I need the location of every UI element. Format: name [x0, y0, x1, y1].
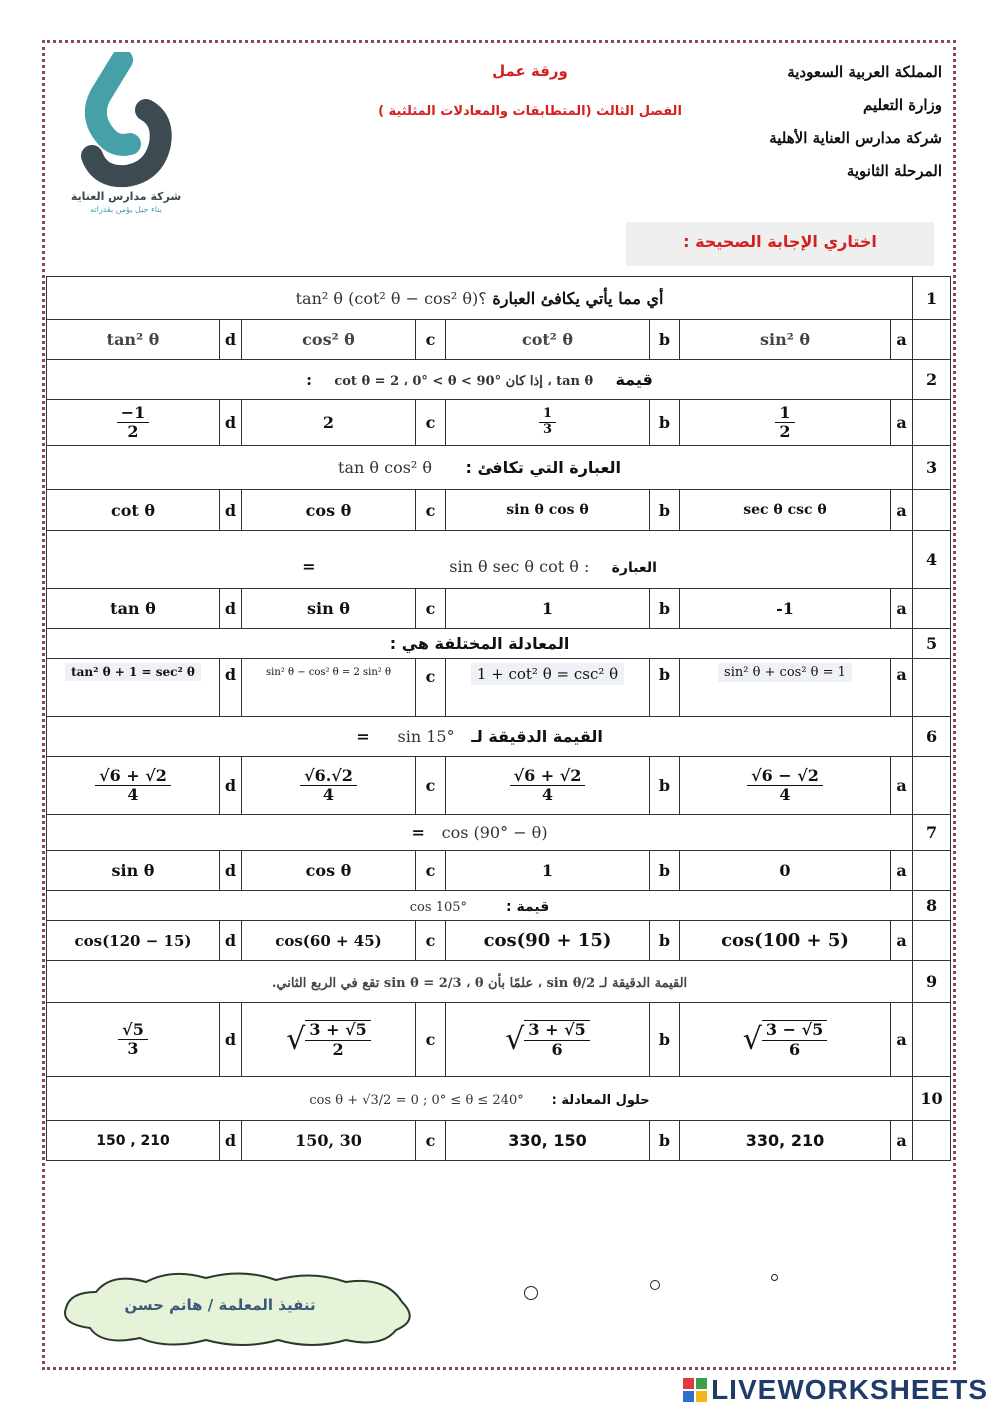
q6-option-b-num: √6 + √2: [510, 767, 586, 786]
q2-option-d[interactable]: [47, 400, 220, 446]
q9-option-a-den: 6: [788, 1039, 801, 1059]
q2-letter-d: d: [220, 400, 242, 446]
q6-letter-d: d: [220, 757, 242, 815]
question-5-text: [47, 629, 913, 659]
options-row-8: [47, 921, 951, 961]
q2-option-a-den: 2: [779, 422, 791, 441]
q9-letter-d: d: [220, 1003, 242, 1077]
q6-option-b[interactable]: [446, 757, 650, 815]
q10-letter-d: d: [220, 1121, 242, 1161]
q9-letter-a: a: [891, 1003, 913, 1077]
q2-option-b[interactable]: [446, 400, 650, 446]
q9-letter-b: b: [650, 1003, 680, 1077]
q3-option-c[interactable]: cos θ: [242, 490, 416, 531]
q8-option-b[interactable]: cos(90 + 15): [446, 921, 650, 961]
q3-letter-b: b: [650, 490, 680, 531]
question-10-number: 10: [913, 1077, 951, 1121]
q9-option-b[interactable]: [446, 1003, 650, 1077]
question-2-colon: :: [306, 370, 313, 389]
q4-spacer: [913, 589, 951, 629]
q4-letter-c: c: [416, 589, 446, 629]
question-1-expression: tan² θ (cot² θ − cos² θ)؟: [295, 288, 487, 308]
instruction-box: اختاري الإجابة الصحيحة :: [626, 222, 934, 266]
q2-spacer: [913, 400, 951, 446]
questions-table: [46, 276, 951, 1161]
question-7-expression: cos (90° − θ): [441, 823, 548, 842]
options-row-7: [47, 851, 951, 891]
q5-option-a[interactable]: [680, 659, 891, 717]
question-8-expression: cos 105°: [409, 900, 468, 915]
brand-text: LIVEWORKSHEETS: [711, 1374, 988, 1405]
q6-option-c-num: √6.√2: [300, 767, 357, 786]
q6-option-c-fraction: [300, 767, 357, 805]
q2-option-a-num: 1: [775, 404, 794, 423]
q1-option-c[interactable]: cos² θ: [242, 320, 416, 360]
q1-option-a[interactable]: sin² θ: [680, 320, 891, 360]
q2-letter-c: c: [416, 400, 446, 446]
q9-option-b-num: 3 + √5: [524, 1021, 589, 1040]
q4-option-d[interactable]: tan θ: [47, 589, 220, 629]
q10-letter-c: c: [416, 1121, 446, 1161]
q3-option-a[interactable]: sec θ csc θ: [680, 490, 891, 531]
question-7-equals: =: [411, 823, 425, 842]
logo-caption: [60, 190, 192, 214]
q10-letter-a: a: [891, 1121, 913, 1161]
options-row-5: [47, 659, 951, 717]
question-4-number: 4: [913, 531, 951, 589]
q9-option-a-fraction: [762, 1020, 827, 1059]
question-3-label: العبارة التي تكافئ :: [465, 458, 621, 477]
options-row-3: [47, 490, 951, 531]
q2-option-b-fraction: [539, 407, 556, 438]
q1-letter-a: a: [891, 320, 913, 360]
q6-option-d-den: 4: [127, 785, 139, 804]
q6-option-b-den: 4: [541, 785, 554, 804]
q9-spacer: [913, 1003, 951, 1077]
question-2-number: 2: [913, 360, 951, 400]
q8-letter-d: d: [220, 921, 242, 961]
q6-letter-b: b: [650, 757, 680, 815]
question-6-number: 6: [913, 717, 951, 757]
decor-circle-medium: [650, 1280, 660, 1290]
q5-option-b-box: 1 + cot² θ = csc² θ: [471, 663, 624, 685]
q6-letter-a: a: [891, 757, 913, 815]
q9-option-d-den: 3: [127, 1039, 139, 1058]
question-3-text: [47, 446, 913, 490]
q4-option-b[interactable]: 1: [446, 589, 650, 629]
question-row-1: [47, 277, 951, 320]
question-8-number: 8: [913, 891, 951, 921]
question-row-4: [47, 531, 951, 589]
q1-letter-c: c: [416, 320, 446, 360]
q1-option-d[interactable]: tan² θ: [47, 320, 220, 360]
q9-option-a[interactable]: [680, 1003, 891, 1077]
q9-option-d-num: √5: [118, 1021, 148, 1040]
question-10-text: [47, 1077, 913, 1121]
liveworksheets-icon: [683, 1378, 707, 1402]
question-6-label: القيمة الدقيقة لـ: [471, 727, 603, 746]
question-8-text: [47, 891, 913, 921]
q9-option-c-den: 2: [332, 1039, 344, 1059]
q9-option-b-den: 6: [551, 1039, 563, 1059]
options-row-6: [47, 757, 951, 815]
q9-option-b-fraction: [524, 1020, 589, 1059]
question-row-6: [47, 717, 951, 757]
q7-option-c[interactable]: cos θ: [242, 851, 416, 891]
q6-option-c-den: 4: [322, 785, 335, 804]
q9-option-a-num: 3 − √5: [762, 1021, 827, 1040]
question-6-expression: sin 15°: [397, 727, 455, 746]
q10-option-d[interactable]: 150 , 210: [47, 1121, 220, 1161]
options-row-10: [47, 1121, 951, 1161]
q10-option-b[interactable]: 330, 150: [446, 1121, 650, 1161]
q6-spacer: [913, 757, 951, 815]
q6-option-a-num: √6 − √2: [747, 767, 823, 786]
q7-letter-a: a: [891, 851, 913, 891]
q6-option-a[interactable]: [680, 757, 891, 815]
logo-name: شركة مدارس العناية: [70, 190, 182, 203]
q9-option-c-radical: √: [286, 1022, 306, 1057]
q2-option-a-fraction: [775, 404, 794, 442]
q3-letter-d: d: [220, 490, 242, 531]
q1-option-b[interactable]: cot² θ: [446, 320, 650, 360]
q7-option-a[interactable]: 0: [680, 851, 891, 891]
q3-spacer: [913, 490, 951, 531]
liveworksheets-brand: [683, 1374, 988, 1406]
worksheet-title: ورقة عمل: [492, 62, 568, 80]
q8-option-c[interactable]: cos(60 + 45): [242, 921, 416, 961]
q6-option-d[interactable]: [47, 757, 220, 815]
q7-spacer: [913, 851, 951, 891]
q8-letter-a: a: [891, 921, 913, 961]
q5-option-b[interactable]: [446, 659, 650, 717]
decor-circle-large: [524, 1286, 538, 1300]
options-row-4: [47, 589, 951, 629]
header-line-company: شركة مدارس العناية الأهلية: [769, 129, 942, 147]
header-line-stage: المرحلة الثانوية: [846, 162, 942, 180]
q1-letter-b: b: [650, 320, 680, 360]
options-row-9: [47, 1003, 951, 1077]
q2-option-a[interactable]: [680, 400, 891, 446]
question-9-text: [47, 961, 913, 1003]
q5-letter-c: c: [416, 659, 446, 717]
q8-option-a[interactable]: cos(100 + 5): [680, 921, 891, 961]
q8-spacer: [913, 921, 951, 961]
question-10-label: حلول المعادلة :: [551, 1093, 650, 1108]
q6-option-a-den: 4: [779, 785, 791, 804]
question-4-text: [47, 531, 913, 589]
q4-letter-a: a: [891, 589, 913, 629]
q4-option-c[interactable]: sin θ: [242, 589, 416, 629]
q7-option-b[interactable]: 1: [446, 851, 650, 891]
q5-option-c[interactable]: sin² θ − cos² θ = 2 sin² θ: [242, 659, 416, 717]
q1-letter-d: d: [220, 320, 242, 360]
q2-option-b-den: 3: [542, 422, 553, 437]
question-2-label: قيمة: [615, 370, 653, 389]
q7-option-d[interactable]: sin θ: [47, 851, 220, 891]
q2-letter-a: a: [891, 400, 913, 446]
q10-option-c[interactable]: 150, 30: [242, 1121, 416, 1161]
header-line-kingdom: المملكة العربية السعودية: [787, 63, 942, 81]
q8-letter-b: b: [650, 921, 680, 961]
q6-option-d-num: √6 + √2: [95, 767, 171, 786]
question-9-label: القيمة الدقيقة لـ sin θ/2 ، علمًا بأن sin θ = 2/3 ، θ تقع في الربع الثاني.: [271, 976, 688, 991]
q6-option-d-fraction: [95, 767, 171, 805]
teacher-credit: تنفيذ المعلمة / هانم حسن: [124, 1296, 316, 1314]
q7-letter-c: c: [416, 851, 446, 891]
q8-letter-c: c: [416, 921, 446, 961]
question-1-number: 1: [913, 277, 951, 320]
q3-option-d[interactable]: cot θ: [47, 490, 220, 531]
question-7-number: 7: [913, 815, 951, 851]
question-8-label: قيمة :: [506, 899, 550, 915]
q5-option-d[interactable]: [47, 659, 220, 717]
q2-option-d-den: 2: [127, 422, 139, 441]
question-3-expression: tan θ cos² θ: [338, 458, 433, 477]
question-row-9: [47, 961, 951, 1003]
q9-letter-c: c: [416, 1003, 446, 1077]
q5-letter-a: a: [891, 659, 913, 717]
q9-option-c[interactable]: [242, 1003, 416, 1077]
q3-letter-c: c: [416, 490, 446, 531]
q7-letter-d: d: [220, 851, 242, 891]
question-6-equals: =: [356, 727, 370, 746]
header-line-ministry: وزارة التعليم: [863, 96, 942, 114]
q2-option-d-num: −1: [117, 404, 150, 423]
q2-option-b-num: 1: [539, 407, 556, 423]
q6-option-c[interactable]: [242, 757, 416, 815]
question-row-7: [47, 815, 951, 851]
question-4-equals: =: [302, 557, 316, 576]
q4-letter-b: b: [650, 589, 680, 629]
chapter-title: الفصل الثالث (المتطابقات والمعادلات المثلثية ): [378, 104, 682, 119]
q6-option-b-fraction: [510, 767, 586, 805]
q6-letter-c: c: [416, 757, 446, 815]
question-7-text: [47, 815, 913, 851]
question-1-label: أي مما يأتي يكافئ العبارة: [492, 288, 664, 308]
q4-letter-d: d: [220, 589, 242, 629]
q2-letter-b: b: [650, 400, 680, 446]
question-3-number: 3: [913, 446, 951, 490]
question-10-expression: cos θ + √3/2 = 0 ; 0° ≤ θ ≤ 240°: [309, 1093, 524, 1108]
q10-spacer: [913, 1121, 951, 1161]
question-row-8: [47, 891, 951, 921]
logo-slogan: بناء جيل يؤمن بقدراته: [90, 205, 162, 214]
q5-option-d-box: tan² θ + 1 = sec² θ: [65, 663, 201, 681]
q3-letter-a: a: [891, 490, 913, 531]
options-row-1: [47, 320, 951, 360]
q2-option-d-fraction: [117, 404, 150, 442]
question-9-number: 9: [913, 961, 951, 1003]
question-row-3: [47, 446, 951, 490]
q9-option-c-fraction: [305, 1020, 370, 1059]
q5-option-a-box: sin² θ + cos² θ = 1: [718, 663, 852, 682]
q6-option-a-fraction: [747, 767, 823, 805]
question-row-10: [47, 1077, 951, 1121]
q1-spacer: [913, 320, 951, 360]
question-2-text: [47, 360, 913, 400]
question-4-label: العبارة: [611, 560, 657, 576]
question-1-text: [47, 277, 913, 320]
question-5-label: المعادلة المختلفة هي :: [389, 634, 570, 653]
options-row-2: [47, 400, 951, 446]
question-4-expression: sin θ sec θ cot θ :: [449, 557, 590, 576]
q10-option-a[interactable]: 330, 210: [680, 1121, 891, 1161]
q9-option-d[interactable]: [47, 1003, 220, 1077]
q5-spacer: [913, 659, 951, 717]
q10-letter-b: b: [650, 1121, 680, 1161]
q9-option-a-radical: √: [742, 1022, 762, 1057]
q9-option-b-radical: √: [505, 1022, 525, 1057]
q9-option-c-num: 3 + √5: [305, 1021, 370, 1040]
q7-letter-b: b: [650, 851, 680, 891]
question-row-5: [47, 629, 951, 659]
q3-option-b[interactable]: sin θ cos θ: [446, 490, 650, 531]
question-row-2: [47, 360, 951, 400]
q2-option-c[interactable]: 2: [242, 400, 416, 446]
q5-letter-b: b: [650, 659, 680, 717]
question-2-condition: tan θ ، إذا كان cot θ = 2 ، 0° < θ < 90°: [334, 374, 594, 389]
decor-circle-small: [771, 1274, 778, 1281]
question-6-text: [47, 717, 913, 757]
q5-letter-d: d: [220, 659, 242, 717]
q9-option-d-fraction: [118, 1021, 148, 1059]
question-5-number: 5: [913, 629, 951, 659]
q8-option-d[interactable]: cos(120 − 15): [47, 921, 220, 961]
q4-option-a[interactable]: -1: [680, 589, 891, 629]
